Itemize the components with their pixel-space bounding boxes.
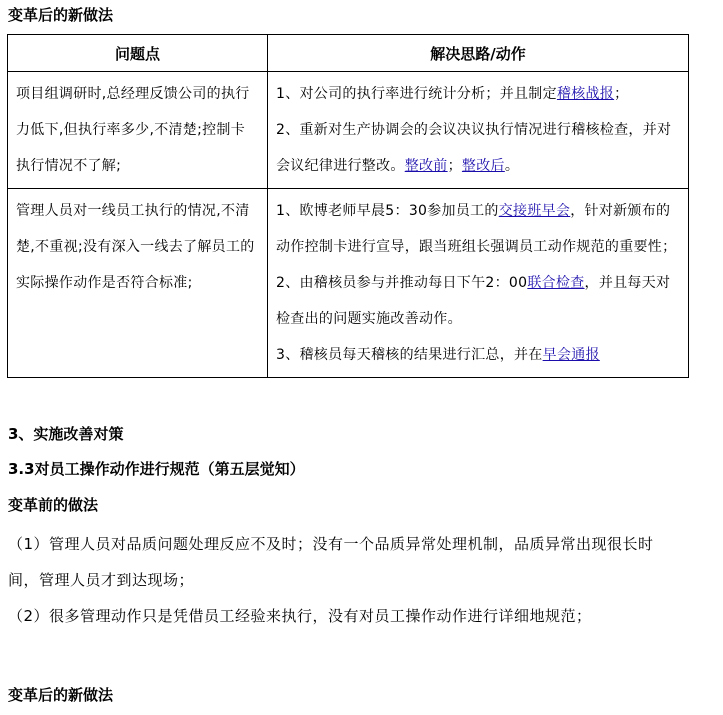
table-header-row [8,35,689,72]
solution-cell [268,189,689,378]
solution-text: 。 [504,158,520,174]
solution-text: 1、欧博老师早晨5：30参加员工的 [276,203,499,219]
section-heading-after: 变革后的新做法 [8,6,114,24]
solution-item [268,76,688,112]
before-item-2: （2）很多管理动作只是凭借员工经验来执行，没有对员工操作动作进行详细地规范； [8,607,592,625]
solution-item [268,193,688,265]
solution-text: 1、对公司的执行率进行统计分析；并且制定 [276,86,557,102]
problem-cell [8,189,268,378]
link-morning-meeting-report[interactable]: 早会通报 [542,347,600,363]
problem-solution-table [7,34,689,378]
solution-cell [268,72,689,189]
column-header-problem: 问题点 [8,35,268,72]
link-shift-morning-meeting[interactable]: 交接班早会 [498,203,571,219]
section-heading-after-2: 变革后的新做法 [8,686,114,704]
solution-item [268,337,688,373]
solution-item [268,112,688,184]
solution-text: ，并且每天对检查出的问题实施改善动作。 [276,275,671,327]
link-before-rectification[interactable]: 整改前 [404,158,448,174]
solution-text: ，针对新颁布的动作控制卡进行宣导，跟当班组长强调员工动作规范的重要性； [276,203,677,255]
section-heading-before: 变革前的做法 [8,496,99,514]
solution-text: 2、由稽核员参与并推动每日下午2：00 [276,275,528,291]
solution-item [268,265,688,337]
section-heading-implement: 3、实施改善对策 [8,425,124,443]
solution-text: ； [614,86,629,102]
column-header-solution: 解决思路/动作 [268,35,689,72]
problem-cell [8,72,268,189]
solution-text: 3、稽核员每天稽核的结果进行汇总，并在 [276,347,543,363]
before-item-1: （1）管理人员对品质问题处理反应不及时；没有一个品质异常处理机制，品质异常出现很长时间，管理人员才到达现场； [8,535,654,589]
problem-text: 项目组调研时,总经理反馈公司的执行力低下,但执行率多少,不清楚;控制卡执行情况不了解; [16,86,250,174]
link-audit-report[interactable]: 稽核战报 [556,86,615,102]
problem-text: 管理人员对一线员工执行的情况,不清楚,不重视;没有深入一线去了解员工的实际操作动作是否符合标准; [16,203,255,291]
table-row [8,189,689,378]
solution-text: ； [447,158,462,174]
table-row [8,72,689,189]
section-heading-3-3: 3.3对员工操作动作进行规范（第五层觉知） [8,460,305,478]
link-joint-inspection[interactable]: 联合检查 [527,275,585,291]
solution-text: 2、重新对生产协调会的会议决议执行情况进行稽核检查，并对会议纪律进行整改。 [276,122,672,174]
link-after-rectification[interactable]: 整改后 [461,158,505,174]
